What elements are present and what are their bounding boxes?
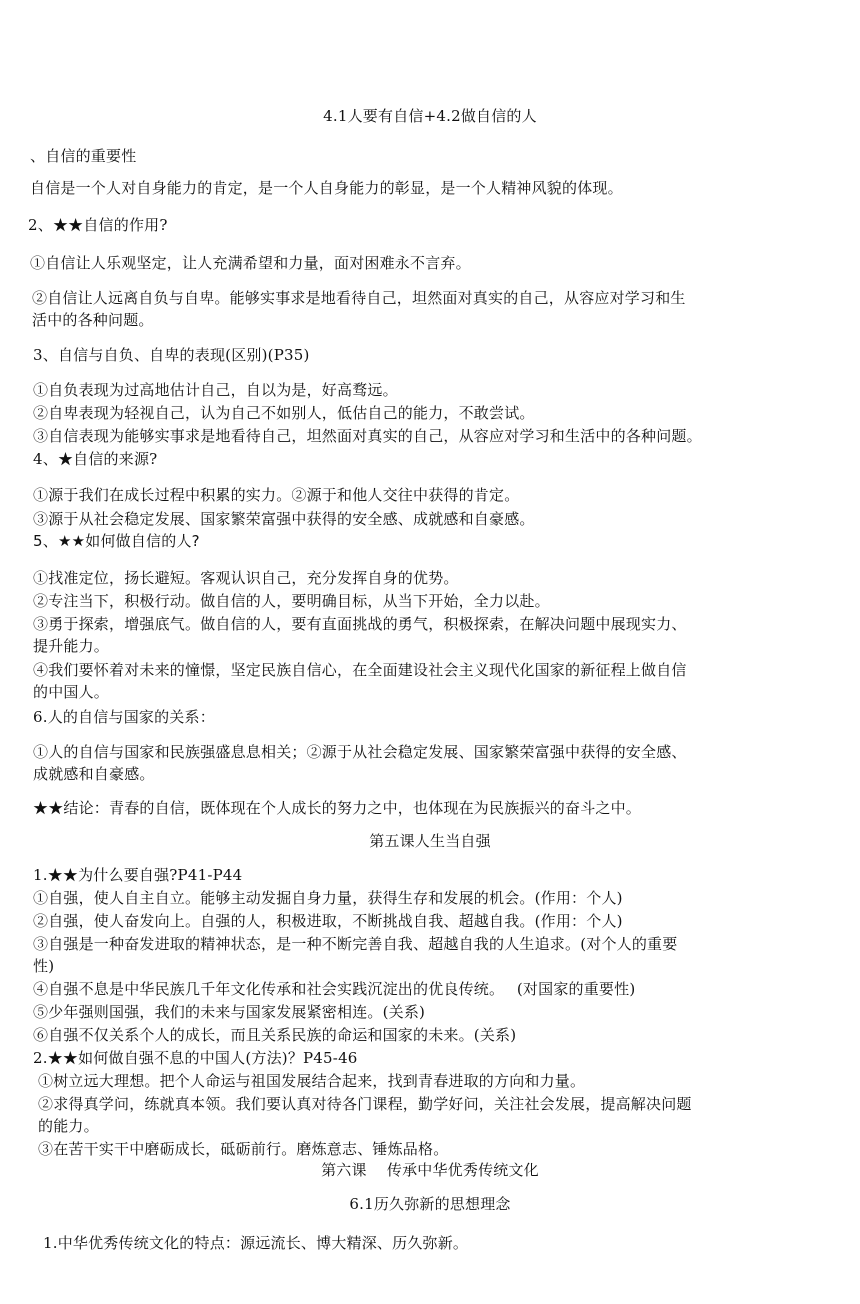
paragraph: ①自负表现为过高地估计自己，自以为是，好高骛远。 bbox=[33, 381, 398, 399]
paragraph: 的能力。 bbox=[38, 1117, 99, 1135]
paragraph: ①找准定位，扬长避短。客观认识自己，充分发挥自身的优势。 bbox=[33, 569, 459, 587]
paragraph: ⑥自强不仅关系个人的成长，而且关系民族的命运和国家的未来。(关系) bbox=[33, 1026, 517, 1044]
heading-how-confident: 5、★★如何做自信的人? bbox=[33, 532, 200, 550]
paragraph: ②自信让人远离自负与自卑。能够实事求是地看待自己，坦然面对真实的自己，从容应对学习和生 bbox=[32, 289, 686, 307]
paragraph: 提升能力。 bbox=[33, 637, 110, 655]
heading-why-strong: 1.★★为什么要自强?P41-P44 bbox=[33, 866, 243, 884]
paragraph: ①树立远大理想。把个人命运与祖国发展结合起来，找到青春进取的方向和力量。 bbox=[38, 1072, 586, 1090]
paragraph: ④我们要怀着对未来的憧憬，坚定民族自信心，在全面建设社会主义现代化国家的新征程上做自信 bbox=[33, 661, 687, 679]
paragraph: 成就感和自豪感。 bbox=[33, 765, 155, 783]
paragraph: ③在苦干实干中磨砺成长，砥砺前行。磨炼意志、锤炼品格。 bbox=[38, 1140, 449, 1158]
paragraph: 1.中华优秀传统文化的特点：源远流长、博大精深、历久弥新。 bbox=[43, 1234, 469, 1252]
paragraph: ①源于我们在成长过程中积累的实力。②源于和他人交往中获得的肯定。 bbox=[33, 486, 520, 504]
paragraph: 的中国人。 bbox=[33, 683, 110, 701]
conclusion: ★★结论：青春的自信，既体现在个人成长的努力之中，也体现在为民族振兴的奋斗之中。 bbox=[33, 799, 642, 817]
section-title-6-1: 6.1历久弥新的思想理念 bbox=[349, 1195, 511, 1213]
heading-how-strong: 2.★★如何做自强不息的中国人(方法)？P45-46 bbox=[33, 1049, 358, 1067]
heading-function: 2、★★自信的作用? bbox=[28, 216, 168, 234]
heading-relation: 6.人的自信与国家的关系： bbox=[33, 708, 215, 726]
heading-importance: 、自信的重要性 bbox=[30, 147, 137, 165]
paragraph: 活中的各种问题。 bbox=[32, 311, 154, 329]
section-title-4: 4.1人要有自信+4.2做自信的人 bbox=[323, 107, 537, 125]
heading-difference: 3、自信与自负、自卑的表现(区别)(P35) bbox=[33, 346, 310, 364]
paragraph: ③源于从社会稳定发展、国家繁荣富强中获得的安全感、成就感和自豪感。 bbox=[33, 510, 535, 528]
paragraph: ③自强是一种奋发进取的精神状态，是一种不断完善自我、超越自我的人生追求。(对个人的重要 bbox=[33, 935, 678, 953]
paragraph: ③自信表现为能够实事求是地看待自己，坦然面对真实的自己，从容应对学习和生活中的各种问题。 bbox=[33, 427, 702, 445]
section-title-6: 第六课 传承中华优秀传统文化 bbox=[321, 1161, 539, 1179]
paragraph: ⑤少年强则国强，我们的未来与国家发展紧密相连。(关系) bbox=[33, 1003, 426, 1021]
paragraph: ②专注当下，积极行动。做自信的人，要明确目标，从当下开始，全力以赴。 bbox=[33, 592, 550, 610]
paragraph: ④自强不息是中华民族几千年文化传承和社会实践沉淀出的优良传统。 (对国家的重要性) bbox=[33, 980, 636, 998]
paragraph: ②自强，使人奋发向上。自强的人，积极进取，不断挑战自我、超越自我。(作用：个人) bbox=[33, 912, 623, 930]
heading-source: 4、★自信的来源? bbox=[33, 450, 158, 468]
paragraph: 性) bbox=[33, 957, 55, 975]
paragraph: 自信是一个人对自身能力的肯定，是一个人自身能力的彰显，是一个人精神风貌的体现。 bbox=[30, 179, 623, 197]
paragraph: ①自信让人乐观坚定，让人充满希望和力量，面对困难永不言弃。 bbox=[30, 254, 471, 272]
section-title-5: 第五课人生当自强 bbox=[369, 832, 491, 850]
paragraph: ②自卑表现为轻视自己，认为自己不如别人，低估自己的能力，不敢尝试。 bbox=[33, 404, 535, 422]
paragraph: ①人的自信与国家和民族强盛息息相关；②源于从社会稳定发展、国家繁荣富强中获得的安全感、 bbox=[33, 743, 687, 761]
paragraph: ②求得真学问，练就真本领。我们要认真对待各门课程，勤学好问，关注社会发展，提高解决问题 bbox=[38, 1095, 692, 1113]
paragraph: ①自强，使人自主自立。能够主动发掘自身力量，获得生存和发展的机会。(作用：个人) bbox=[33, 889, 623, 907]
paragraph: ③勇于探索，增强底气。做自信的人，要有直面挑战的勇气，积极探索，在解决问题中展现实力、 bbox=[33, 615, 687, 633]
